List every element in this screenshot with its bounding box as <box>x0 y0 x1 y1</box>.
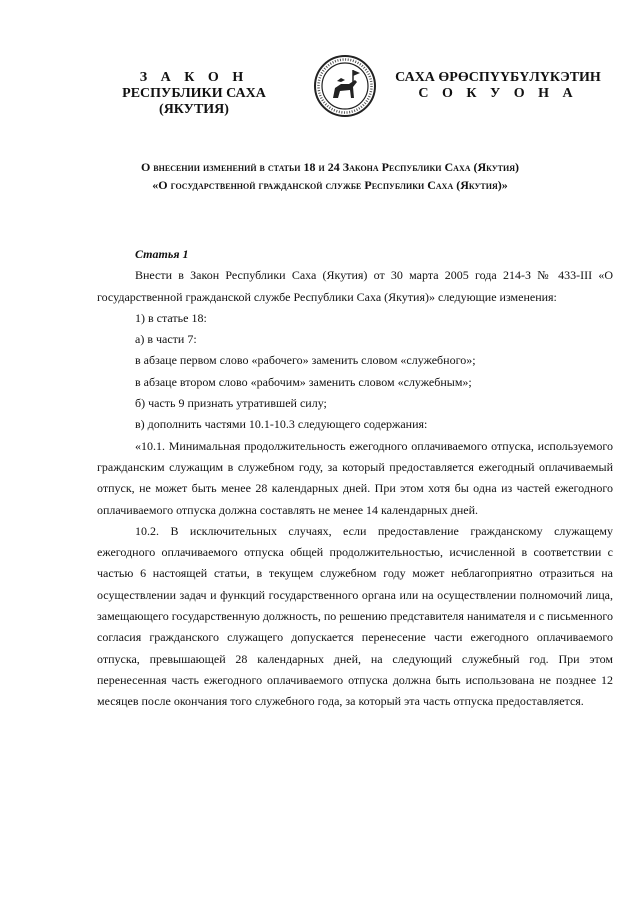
paragraph: 10.2. В исключительных случаях, если предоставление гражданскому служащему ежегодного оплачиваемого отпуска общей продолжительностью, исчисленной в соответствии с частью 6 настоящей статьи, в текущем служебном году может неблагоприятно отразиться на осуществлении задач и функций государственного органа или на осуществлении полномочий лица, замещающего государственную должность, по решению представителя нанимателя и с письменного согласия гражданского служащего допускается перенесение части ежегодного оплачиваемого отпуска, превышающей 28 календарных дней, на следующий служебный год. При этом перенесенная часть ежегодного оплачиваемого отпуска должна быть использована не позднее 12 месяцев после окончания того служебного года, за который эта часть отпуска предоставляется. <box>97 523 613 709</box>
title-line-1: О внесении изменений в статьи 18 и 24 Закона Республики Саха (Якутия) <box>140 160 520 174</box>
document-body <box>97 244 613 713</box>
article-heading: Статья 1 <box>135 247 189 261</box>
paragraph: в абзаце первом слово «рабочего» заменить словом «служебного»; <box>135 353 476 368</box>
paragraph: 1) в статье 18: <box>135 310 207 325</box>
header-law-label: З А К О Н <box>139 70 249 85</box>
paragraph: а) в части 7: <box>135 332 197 347</box>
paragraph: в) дополнить частями 10.1-10.3 следующего содержания: <box>135 417 428 432</box>
header-sakha-law-label: С О К У О Н А <box>418 86 578 101</box>
paragraph: б) часть 9 признать утратившей силу; <box>135 396 327 411</box>
document-title <box>80 158 580 194</box>
header-republic-name: РЕСПУБЛИКИ САХА (ЯКУТИЯ) <box>122 86 266 117</box>
paragraph: «10.1. Минимальная продолжительность ежегодного оплачиваемого отпуска, используемого гражданским служащим в служебном году, за который предоставляется ежегодный оплачиваемый отпуск, не может быть менее 28 календарных дней. При этом хотя бы одна из частей ежегодного оплачиваемого отпуска должна составлять не менее 14 календарных дней. <box>97 438 613 517</box>
title-line-2: «О государственной гражданской службе Республики Саха (Якутия)» <box>152 178 508 192</box>
header-sakha-name: САХА ӨРӨСПҮҮБҮЛҮКЭТИН <box>395 70 601 85</box>
header-left <box>88 70 300 118</box>
header-right <box>383 70 613 102</box>
paragraph: в абзаце втором слово «рабочим» заменить словом «служебным»; <box>135 374 472 389</box>
paragraph: Внести в Закон Республики Саха (Якутия) от 30 марта 2005 года 214-З № 433-III «О государственной гражданской службе Республики Саха (Якутия)» следующие изменения: <box>97 268 613 304</box>
coat-of-arms-seal-icon <box>313 54 377 118</box>
